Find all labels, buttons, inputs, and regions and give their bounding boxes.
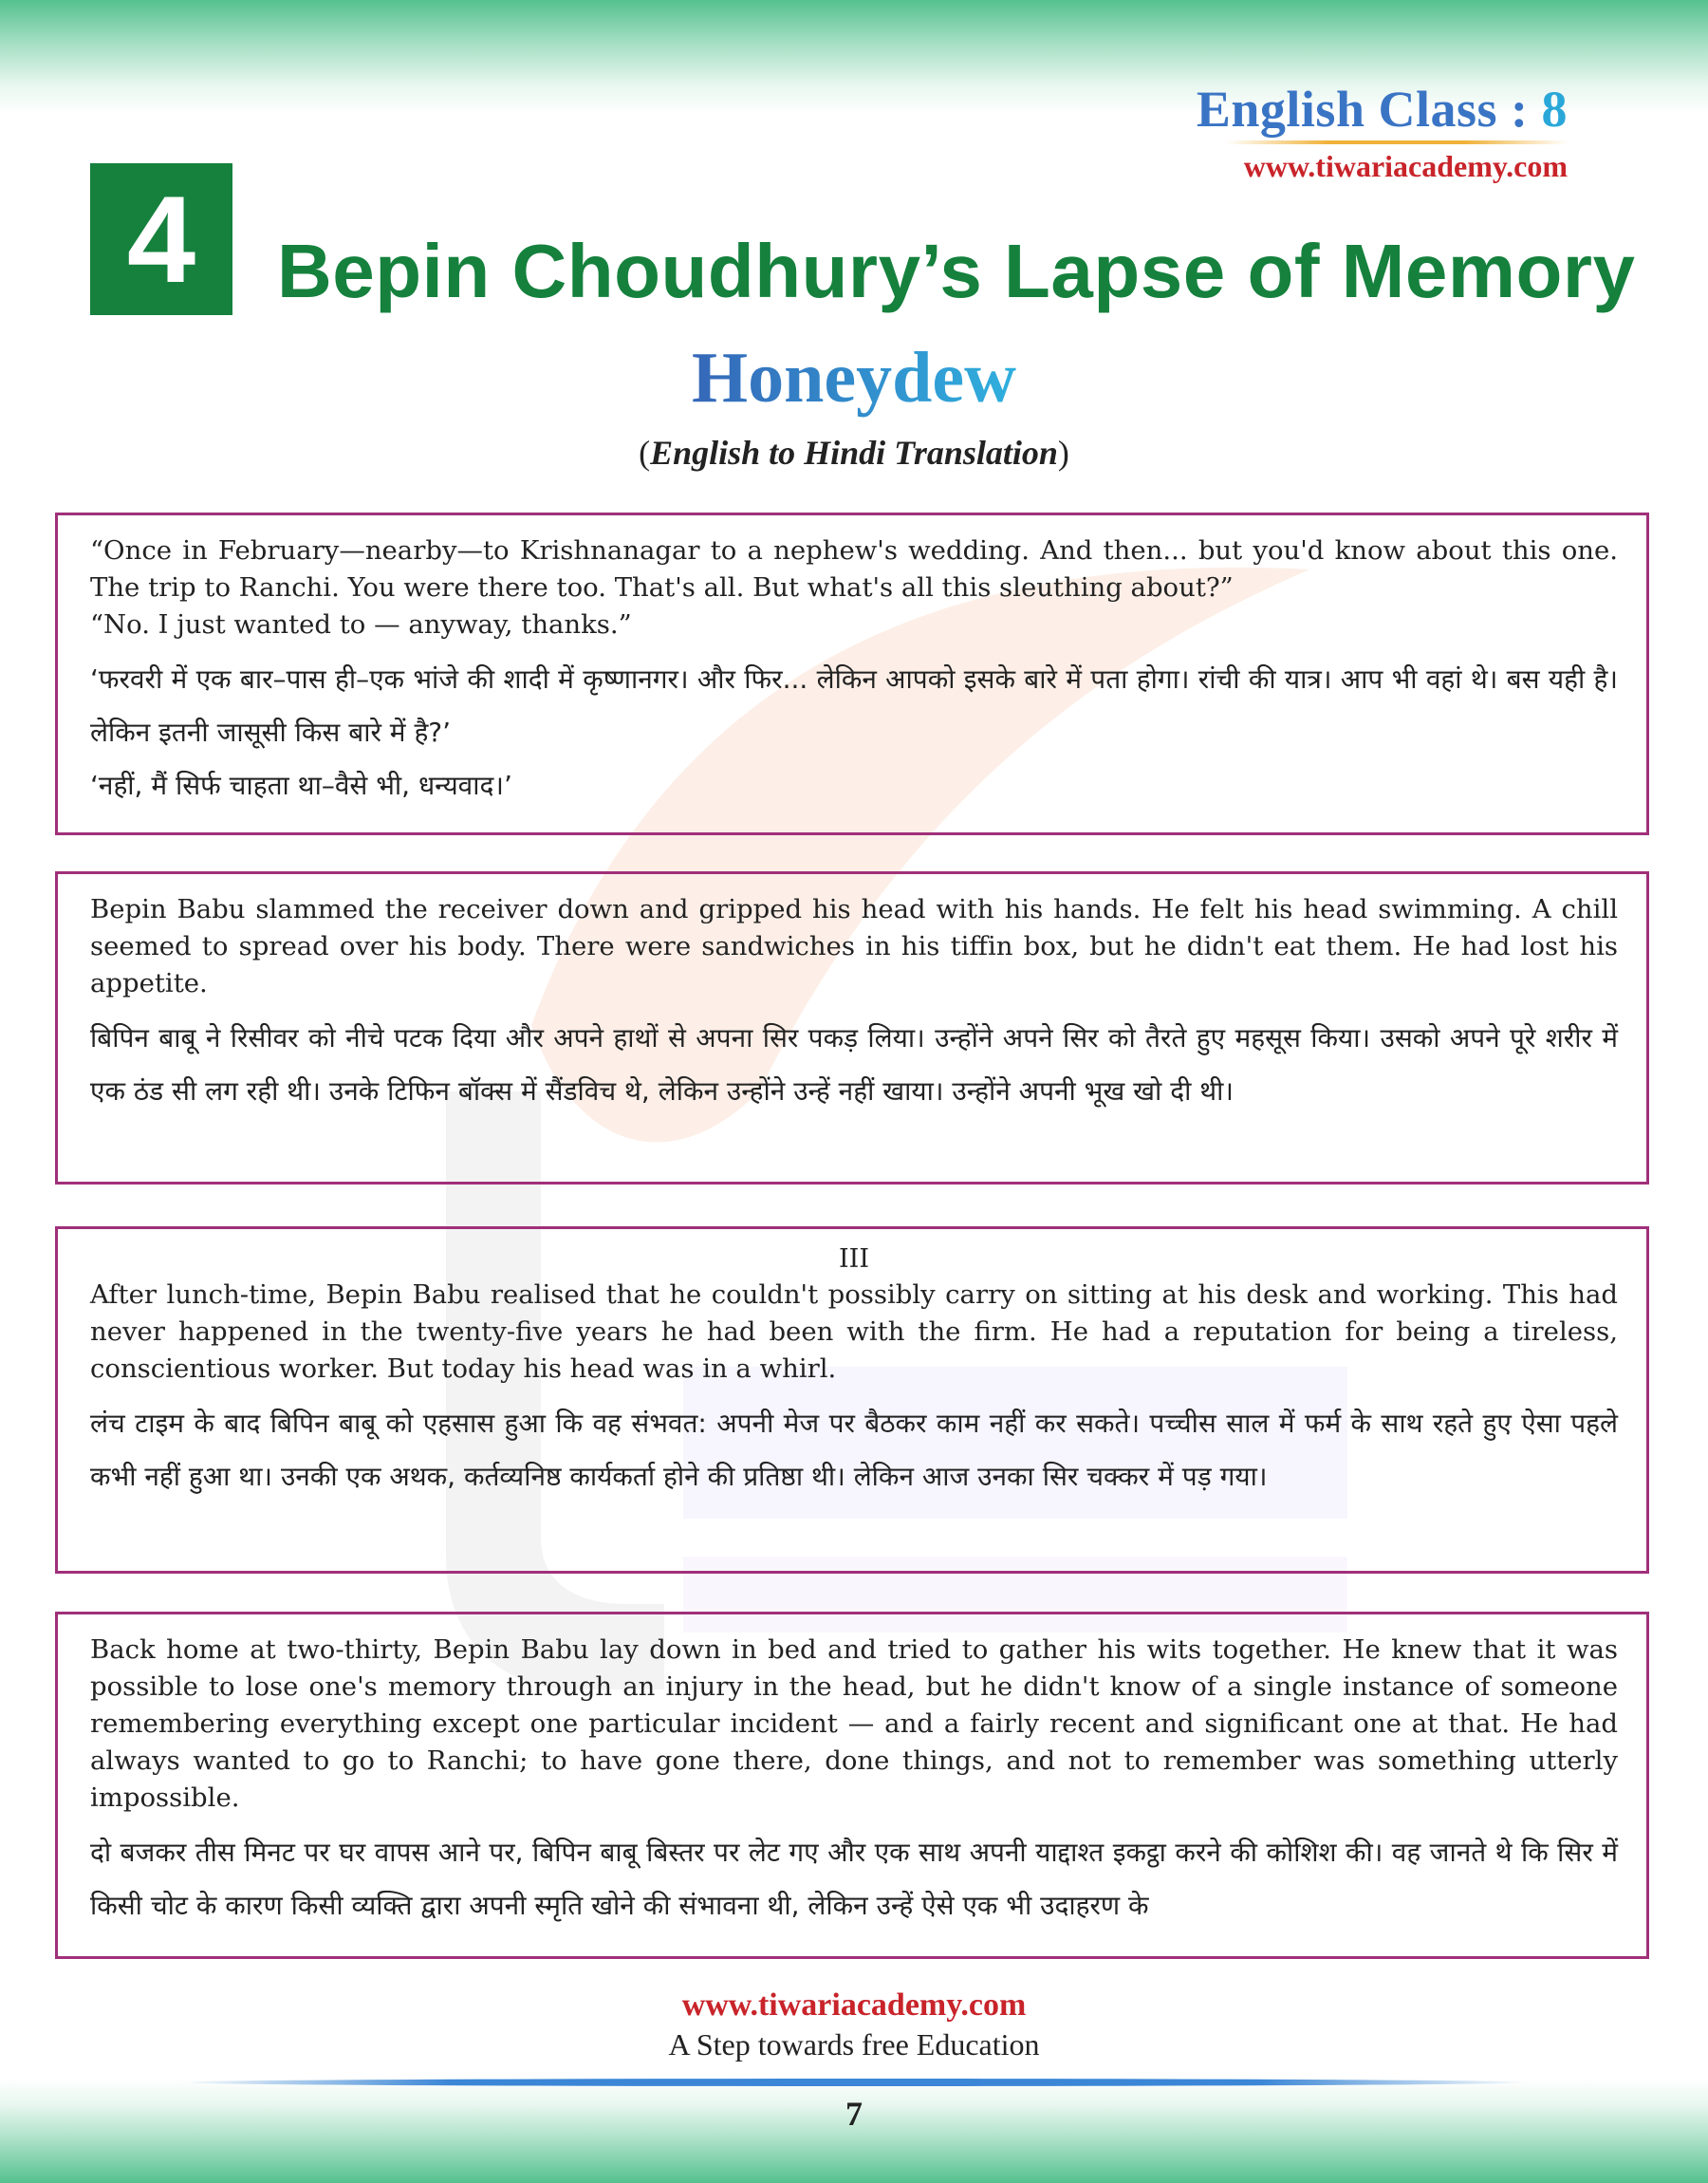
english-paragraph: Bepin Babu slammed the receiver down and gripped his head with his hands. He felt his head swimming. A chill seemed to spread over his body. There were sandwiches in his tiffin box, but he didn't eat them. He had lost his appetite. bbox=[90, 894, 1618, 998]
subtitle bbox=[0, 433, 1708, 473]
section-marker: III bbox=[839, 1244, 869, 1274]
page-number: 7 bbox=[845, 2095, 863, 2133]
footer-divider bbox=[180, 2079, 1528, 2086]
english-paragraph: “No. I just wanted to — anyway, thanks.” bbox=[90, 609, 632, 640]
translation-box-1 bbox=[55, 513, 1649, 835]
hindi-paragraph: लंच टाइम के बाद बिपिन बाबू को एहसास हुआ कि वह संभवत: अपनी मेज पर बैठकर काम नहीं कर सकते। पच्चीस साल में फर्म के साथ रहते हुए ऐसा पहले कभी नहीं हुआ था। उनकी एक अथक, कर्तव्यनिष्ठ कार्यकर्ता होने की प्रतिष्ठा थी। लेकिन आज उनका सिर चक्कर में पड़ गया। bbox=[90, 1408, 1619, 1492]
class-title bbox=[1197, 80, 1568, 139]
english-paragraph: After lunch-time, Bepin Babu realised that he couldn't possibly carry on sitting at his desk and working. This had never happened in the twenty-five years he had been with the firm. He had a reputation for being a tireless, conscientious worker. But today his head was in a whirl. bbox=[90, 1279, 1618, 1384]
footer-website-link[interactable]: www.tiwariacademy.com bbox=[681, 1987, 1027, 2023]
hindi-paragraph: दो बजकर तीस मिनट पर घर वापस आने पर, बिपिन बाबू बिस्तर पर लेट गए और एक साथ अपनी याद्दाश्त इकट्ठा करने की कोशिश की। वह जानते थे कि सिर में किसी चोट के कारण किसी व्यक्ति द्वारा अपनी स्मृति खोने की संभावना थी, लेकिन उन्हें ऐसे एक भी उदाहरण के bbox=[90, 1837, 1619, 1921]
hindi-paragraph: ‘फरवरी में एक बार–पास ही–एक भांजे की शादी में कृष्णानगर। और फिर... लेकिन आपको इसके बारे में पता होगा। रांची की यात्र। आप भी वहां थे। बस यही है। लेकिन इतनी जासूसी किस बारे में है?’ bbox=[90, 663, 1618, 748]
translation-box-4 bbox=[55, 1612, 1649, 1959]
chapter-number: 4 bbox=[90, 163, 232, 315]
class-underline bbox=[1226, 140, 1568, 144]
english-paragraph: “Once in February—nearby—to Krishnanagar to a nephew's wedding. And then... but you'd know about this one. The trip to Ranchi. You were there too. That's all. But what's all this sleuthing about?” bbox=[90, 535, 1618, 603]
header-website-link[interactable]: www.tiwariacademy.com bbox=[1243, 149, 1568, 183]
hindi-paragraph: बिपिन बाबू ने रिसीवर को नीचे पटक दिया और अपने हाथों से अपना सिर पकड़ लिया। उन्होंने अपने सिर को तैरते हुए महसूस किया। उसको अपने पूरे शरीर में एक ठंड सी लग रही थी। उनके टिफिन बॉक्स में सैंडविच थे, लेकिन उन्होंने उन्हें नहीं खाया। उन्होंने अपनी भूख खो दी थी। bbox=[90, 1022, 1618, 1107]
hindi-paragraph: ‘नहीं, मैं सिर्फ चाहता था–वैसे भी, धन्यवाद।’ bbox=[90, 770, 512, 801]
footer-tagline: A Step towards free Education bbox=[668, 2027, 1040, 2062]
subtitle-open: ( bbox=[639, 434, 651, 472]
subtitle-close: ) bbox=[1057, 434, 1069, 472]
translation-box-3 bbox=[55, 1226, 1649, 1574]
english-paragraph: Back home at two-thirty, Bepin Babu lay down in bed and tried to gather his wits together. He knew that it was possible to lose one's memory through an injury in the head, but he didn't know of a single instance of someone remembering everything except one particular incident — and a fairly recent and significant one at that. He had always wanted to go to Ranchi; to have gone there, done things, and not to remember was something utterly impossible. bbox=[90, 1634, 1618, 1813]
class-label: English Class : bbox=[1196, 81, 1542, 138]
class-number: 8 bbox=[1541, 81, 1568, 138]
subtitle-text: English to Hindi Translation bbox=[650, 434, 1058, 472]
book-title-text: Honeydew bbox=[692, 338, 1016, 418]
chapter-title: Bepin Choudhury’s Lapse of Memory bbox=[277, 229, 1636, 313]
book-title bbox=[0, 337, 1708, 420]
translation-box-2 bbox=[55, 871, 1649, 1185]
